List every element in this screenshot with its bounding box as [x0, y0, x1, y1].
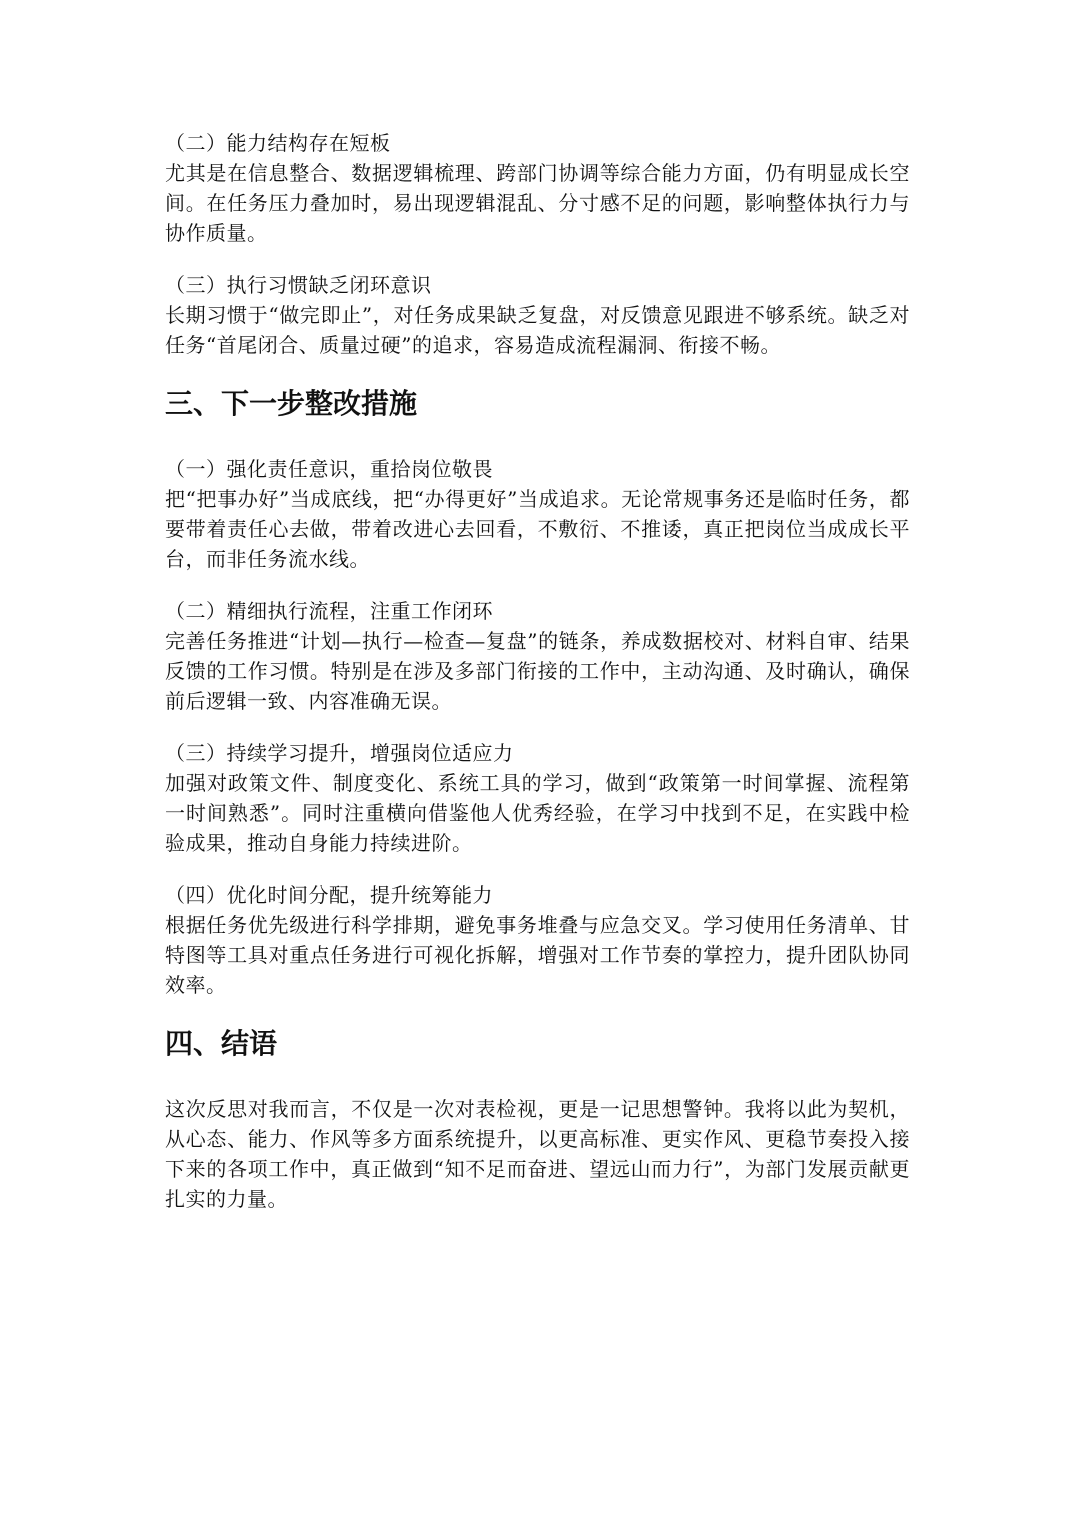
section-heading-conclusion: 四、结语 — [165, 1027, 278, 1060]
subsection-body: 把“把事办好”当成底线，把“办得更好”当成追求。无论常规事务还是临时任务，都要带着责任心去做，带着改进心去回看，不敷衍、不推诿，真正把岗位当成成长平台，而非任务流水线。 — [165, 487, 910, 571]
subsection-body: 加强对政策文件、制度变化、系统工具的学习，做到“政策第一时间掌握、流程第一时间熟悉”。同时注重横向借鉴他人优秀经验，在学习中找到不足，在实践中检验成果，推动自身能力持续进阶。 — [165, 771, 910, 855]
subsection-title: （三）执行习惯缺乏闭环意识 — [165, 273, 432, 297]
subsection-title: （三）持续学习提升，增强岗位适应力 — [165, 741, 514, 765]
section-heading-rectification: 三、下一步整改措施 — [165, 387, 418, 420]
subsection-responsibility — [165, 454, 910, 574]
subsection-time-management — [165, 880, 910, 1000]
subsection-title: （二）能力结构存在短板 — [165, 131, 391, 155]
subsection-body: 完善任务推进“计划—执行—检查—复盘”的链条，养成数据校对、材料自审、结果反馈的工作习惯。特别是在涉及多部门衔接的工作中，主动沟通、及时确认，确保前后逻辑一致、内容准确无误。 — [165, 629, 910, 713]
subsection-process — [165, 596, 910, 716]
conclusion-body: 这次反思对我而言，不仅是一次对表检视，更是一记思想警钟。我将以此为契机，从心态、能力、作风等多方面系统提升，以更高标准、更实作风、更稳节奏投入接下来的各项工作中，真正做到“知不足而奋进、望远山而力行”，为部门发展贡献更扎实的力量。 — [165, 1097, 910, 1211]
subsection-body: 尤其是在信息整合、数据逻辑梳理、跨部门协调等综合能力方面，仍有明显成长空间。在任务压力叠加时，易出现逻辑混乱、分寸感不足的问题，影响整体执行力与协作质量。 — [165, 161, 910, 245]
subsection-title: （二）精细执行流程，注重工作闭环 — [165, 599, 493, 623]
subsection-body: 根据任务优先级进行科学排期，避免事务堆叠与应急交叉。学习使用任务清单、甘特图等工具对重点任务进行可视化拆解，增强对工作节奏的掌控力，提升团队协同效率。 — [165, 913, 910, 997]
subsection-title: （四）优化时间分配，提升统筹能力 — [165, 883, 493, 907]
subsection-ability-gap — [165, 128, 910, 248]
subsection-title: （一）强化责任意识，重拾岗位敬畏 — [165, 457, 493, 481]
subsection-learning — [165, 738, 910, 858]
subsection-closed-loop — [165, 270, 910, 360]
document-page — [165, 128, 910, 1214]
subsection-body: 长期习惯于“做完即止”，对任务成果缺乏复盘，对反馈意见跟进不够系统。缺乏对任务“首尾闭合、质量过硬”的追求，容易造成流程漏洞、衔接不畅。 — [165, 303, 910, 357]
